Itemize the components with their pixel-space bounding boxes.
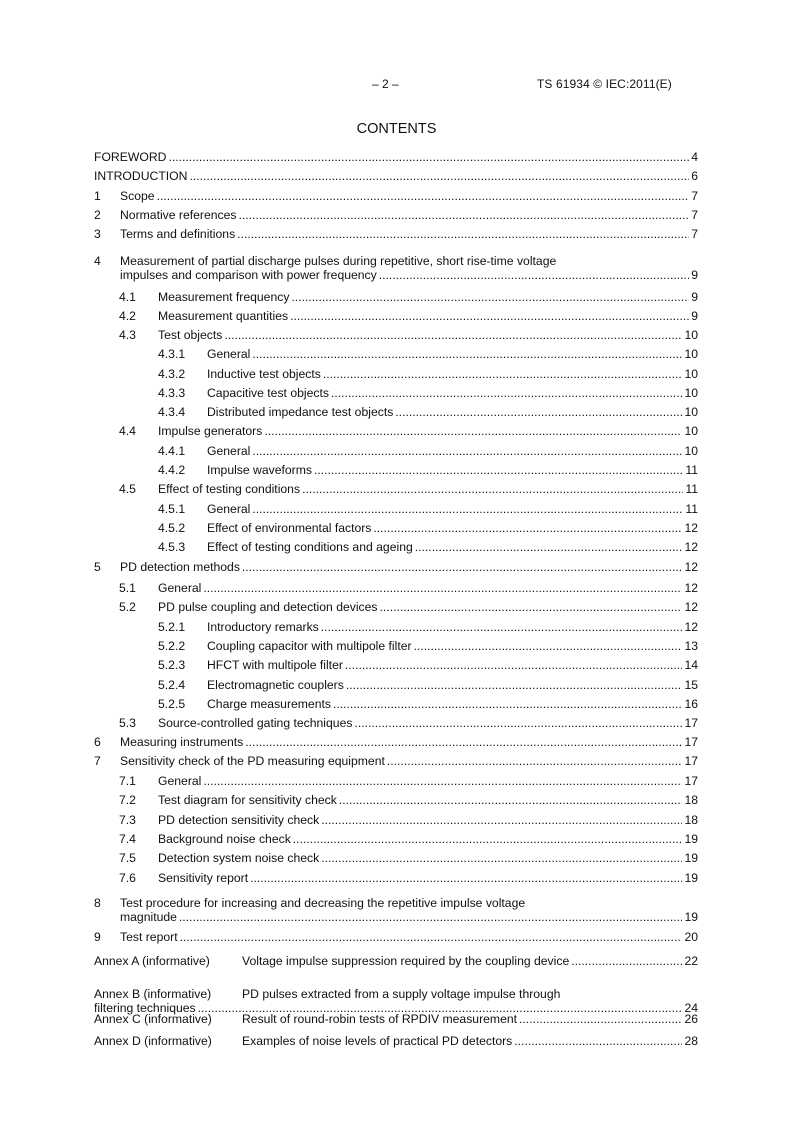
toc-leader-dots (321, 620, 683, 635)
toc-entry-front[interactable] (94, 169, 698, 184)
toc-entry-subclause[interactable] (94, 716, 698, 731)
toc-number: Annex B (informative) (94, 987, 212, 1001)
toc-page-number: 26 (684, 1012, 698, 1026)
toc-title: Charge measurements (207, 697, 331, 711)
toc-entry-subsubclause[interactable] (94, 521, 698, 536)
toc-entry-subclause[interactable] (94, 309, 698, 324)
toc-number: 5.3 (119, 716, 136, 730)
toc-number: 5.2.3 (158, 658, 186, 672)
toc-leader-dots (224, 328, 682, 343)
toc-page-number: 7 (691, 189, 698, 203)
toc-page-number: 16 (684, 697, 698, 711)
toc-number: 7.6 (119, 871, 136, 885)
toc-leader-dots (250, 871, 682, 886)
toc-number: 5.2.5 (158, 697, 186, 711)
toc-page-number: 12 (684, 600, 698, 614)
toc-page-number: 14 (684, 658, 698, 672)
toc-entry-subclause[interactable] (94, 581, 698, 596)
toc-page-number: 11 (685, 502, 698, 516)
toc-leader-dots (314, 463, 683, 478)
toc-page-number: 10 (684, 405, 698, 419)
toc-leader-dots (180, 930, 683, 945)
page-title: CONTENTS (356, 121, 437, 137)
toc-leader-dots (252, 502, 683, 517)
toc-title: Normative references (120, 208, 237, 222)
toc-leader-dots (387, 754, 683, 769)
toc-annex-label: Annex A (informative) (94, 954, 210, 968)
toc-number: 4.3.4 (158, 405, 186, 419)
toc-leader-dots (345, 658, 683, 673)
toc-entry-subclause[interactable] (94, 813, 698, 828)
toc-title: PD pulse coupling and detection devices (158, 600, 378, 614)
toc-title: General (207, 347, 251, 361)
toc-entry-subsubclause[interactable] (94, 444, 698, 459)
toc-page-number: 22 (684, 954, 698, 968)
toc-entry-clause[interactable] (94, 227, 698, 242)
toc-page-number: 18 (684, 793, 698, 807)
toc-entry-subsubclause[interactable] (94, 502, 698, 517)
toc-leader-dots (290, 309, 689, 324)
toc-number: 7.5 (119, 851, 136, 865)
toc-title: Test objects (158, 328, 223, 342)
toc-title: Background noise check (158, 832, 291, 846)
toc-entry-clause[interactable] (94, 896, 698, 924)
toc-entry-subclause[interactable] (94, 793, 698, 808)
toc-title: Terms and definitions (120, 227, 236, 241)
toc-page-number: 13 (684, 639, 698, 653)
toc-title: Detection system noise check (158, 851, 320, 865)
page-header-number: – 2 – (372, 77, 399, 91)
toc-title: Source-controlled gating techniques (158, 716, 353, 730)
toc-title: impulses and comparison with power frequency (120, 267, 377, 282)
toc-leader-dots (519, 1012, 682, 1027)
toc-number: 4.5.2 (158, 521, 186, 535)
toc-page-number: 11 (685, 482, 698, 496)
toc-leader-dots (373, 521, 682, 536)
toc-title: Impulse waveforms (207, 463, 312, 477)
toc-leader-dots (189, 169, 689, 184)
toc-title: Test report (120, 930, 178, 944)
toc-entry-subclause[interactable] (94, 600, 698, 615)
toc-leader-dots (239, 208, 690, 223)
toc-entry-subclause[interactable] (94, 871, 698, 886)
toc-leader-dots (321, 813, 682, 828)
toc-entry-subsubclause[interactable] (94, 678, 698, 693)
toc-title: General (207, 502, 251, 516)
toc-entry-subsubclause[interactable] (94, 386, 698, 401)
toc-number: 1 (94, 189, 101, 203)
toc-leader-dots (331, 386, 683, 401)
toc-number: 4.5.1 (158, 502, 186, 516)
toc-number: 7 (94, 754, 101, 768)
toc-entry-clause[interactable] (94, 189, 698, 204)
toc-leader-dots (323, 367, 683, 382)
toc-entry-subclause[interactable] (94, 851, 698, 866)
toc-entry-subsubclause[interactable] (94, 639, 698, 654)
toc-title: Test diagram for sensitivity check (158, 793, 337, 807)
toc-entry-clause[interactable] (94, 560, 698, 575)
toc-page-number: 4 (691, 150, 698, 164)
toc-number: 6 (94, 735, 101, 749)
toc-entry-front[interactable] (94, 150, 698, 165)
toc-entry-subsubclause[interactable] (94, 347, 698, 362)
toc-leader-dots (571, 954, 682, 969)
toc-entry-annex[interactable] (94, 954, 698, 969)
toc-entry-subclause[interactable] (94, 290, 698, 305)
toc-title: FOREWORD (94, 150, 167, 164)
toc-leader-dots (293, 832, 683, 847)
toc-page-number: 18 (684, 813, 698, 827)
toc-entry-clause[interactable] (94, 930, 698, 945)
toc-leader-dots (415, 540, 683, 555)
toc-leader-dots (157, 189, 690, 204)
toc-title: Inductive test objects (207, 367, 321, 381)
toc-title: Measurement quantities (158, 309, 289, 323)
toc-page-number: 19 (684, 832, 698, 846)
toc-leader-dots (245, 735, 682, 750)
toc-number: 7.4 (119, 832, 136, 846)
toc-number: 5.1 (119, 581, 136, 595)
toc-page-number: 10 (684, 328, 698, 342)
toc-number: 4.3 (119, 328, 136, 342)
toc-entry-subsubclause[interactable] (94, 405, 698, 420)
toc-page-number: 19 (684, 909, 698, 924)
toc-number: 5.2.1 (158, 620, 186, 634)
toc-page-number: 28 (684, 1034, 698, 1048)
toc-page-number: 10 (684, 424, 698, 438)
toc-page-number: 9 (691, 290, 698, 304)
toc-page-number: 12 (684, 560, 698, 574)
toc-leader-dots (380, 600, 683, 615)
toc-title: filtering techniques (94, 1000, 196, 1015)
toc-leader-dots (237, 227, 689, 242)
toc-entry-subsubclause[interactable] (94, 697, 698, 712)
toc-number: 4.3.2 (158, 367, 186, 381)
toc-leader-dots (179, 910, 683, 925)
toc-number: 4.5.3 (158, 540, 186, 554)
toc-page-number: 9 (691, 267, 698, 282)
toc-title: Electromagnetic couplers (207, 678, 344, 692)
toc-entry-clause[interactable] (94, 254, 698, 282)
toc-number: 7.2 (119, 793, 136, 807)
toc-leader-dots (339, 793, 683, 808)
toc-number: 4.3.3 (158, 386, 186, 400)
toc-leader-dots (379, 268, 689, 283)
toc-entry-annex[interactable] (94, 987, 698, 1015)
toc-leader-dots (252, 347, 682, 362)
toc-page-number: 17 (684, 754, 698, 768)
toc-entry-subclause[interactable] (94, 328, 698, 343)
toc-number: 4.3.1 (158, 347, 186, 361)
toc-title: Effect of testing conditions (158, 482, 301, 496)
toc-leader-dots (291, 290, 689, 305)
toc-number: 3 (94, 227, 101, 241)
toc-title: PD detection methods (120, 560, 240, 574)
toc-number: 9 (94, 930, 101, 944)
toc-page-number: 24 (684, 1000, 698, 1015)
toc-title: Effect of testing conditions and ageing (207, 540, 413, 554)
toc-leader-dots (264, 424, 682, 439)
toc-leader-dots (414, 639, 683, 654)
toc-title: Measurement frequency (158, 290, 290, 304)
toc-page-number: 19 (684, 851, 698, 865)
toc-title: General (207, 444, 251, 458)
toc-page-number: 10 (684, 347, 698, 361)
toc-annex-label: Annex C (informative) (94, 1012, 212, 1026)
toc-leader-dots (203, 774, 682, 789)
toc-title: Measuring instruments (120, 735, 244, 749)
toc-number: 4.2 (119, 309, 136, 323)
toc-page-number: 19 (684, 871, 698, 885)
toc-title-line1: Test procedure for increasing and decreasing the repetitive impulse voltage (120, 896, 526, 910)
toc-title: Result of round-robin tests of RPDIV measurement (242, 1012, 518, 1026)
toc-title-line1: Measurement of partial discharge pulses during repetitive, short rise-time voltage (120, 254, 557, 268)
toc-entry-subsubclause[interactable] (94, 620, 698, 635)
toc-number: 4.4.1 (158, 444, 186, 458)
toc-page-number: 12 (684, 620, 698, 634)
toc-leader-dots (168, 150, 689, 165)
toc-title: Impulse generators (158, 424, 263, 438)
toc-title: Introductory remarks (207, 620, 319, 634)
toc-number: 5.2.2 (158, 639, 186, 653)
toc-leader-dots (333, 697, 682, 712)
toc-entry-subclause[interactable] (94, 424, 698, 439)
toc-title: Sensitivity check of the PD measuring equipment (120, 754, 385, 768)
toc-title: magnitude (120, 909, 177, 924)
toc-entry-subclause[interactable] (94, 774, 698, 789)
toc-annex-label: Annex D (informative) (94, 1034, 212, 1048)
toc-title: Examples of noise levels of practical PD detectors (242, 1034, 513, 1048)
toc-page-number: 17 (684, 774, 698, 788)
toc-title: Scope (120, 189, 155, 203)
toc-page-number: 7 (691, 208, 698, 222)
toc-entry-annex[interactable] (94, 1012, 698, 1027)
toc-page-number: 10 (684, 444, 698, 458)
toc-entry-annex[interactable] (94, 1034, 698, 1049)
toc-title: General (158, 774, 202, 788)
toc-title: Coupling capacitor with multipole filter (207, 639, 412, 653)
toc-page-number: 9 (691, 309, 698, 323)
toc-leader-dots (354, 716, 682, 731)
toc-page-number: 7 (691, 227, 698, 241)
toc-page-number: 6 (691, 169, 698, 183)
toc-title: General (158, 581, 202, 595)
toc-number: 7.3 (119, 813, 136, 827)
toc-number: 4.4.2 (158, 463, 186, 477)
toc-number: 2 (94, 208, 101, 222)
toc-leader-dots (242, 560, 683, 575)
toc-leader-dots (252, 444, 682, 459)
toc-page-number: 10 (684, 367, 698, 381)
toc-leader-dots (203, 581, 682, 596)
toc-number: 5.2 (119, 600, 136, 614)
toc-title: Distributed impedance test objects (207, 405, 394, 419)
page-header-doc-ref: TS 61934 © IEC:2011(E) (537, 77, 672, 91)
toc-number: 5.2.4 (158, 678, 186, 692)
toc-title: Capacitive test objects (207, 386, 329, 400)
toc-entry-subsubclause[interactable] (94, 658, 698, 673)
toc-page-number: 17 (684, 716, 698, 730)
toc-number: 5 (94, 560, 101, 574)
toc-number: 4 (94, 254, 101, 268)
toc-entry-clause[interactable] (94, 735, 698, 750)
toc-page-number: 12 (684, 540, 698, 554)
toc-page-number: 20 (684, 930, 698, 944)
toc-entry-subsubclause[interactable] (94, 540, 698, 555)
toc-number: 4.5 (119, 482, 136, 496)
toc-title: HFCT with multipole filter (207, 658, 343, 672)
toc-page-number: 11 (685, 463, 698, 477)
toc-title-line1: PD pulses extracted from a supply voltage impulse through (242, 987, 561, 1001)
toc-number: 8 (94, 896, 101, 910)
toc-leader-dots (321, 851, 682, 866)
toc-title: INTRODUCTION (94, 169, 188, 183)
toc-entry-subclause[interactable] (94, 482, 698, 497)
toc-leader-dots (346, 678, 683, 693)
toc-page-number: 12 (684, 581, 698, 595)
toc-number: 4.4 (119, 424, 136, 438)
toc-title: Effect of environmental factors (207, 521, 372, 535)
toc-page-number: 15 (684, 678, 698, 692)
toc-page-number: 17 (684, 735, 698, 749)
toc-title: Sensitivity report (158, 871, 249, 885)
toc-number: 4.1 (119, 290, 136, 304)
toc-leader-dots (302, 482, 683, 497)
toc-leader-dots (395, 405, 682, 420)
toc-number: 7.1 (119, 774, 136, 788)
toc-page-number: 10 (684, 386, 698, 400)
toc-entry-subclause[interactable] (94, 832, 698, 847)
toc-leader-dots (514, 1034, 682, 1049)
toc-page-number: 12 (684, 521, 698, 535)
toc-title: PD detection sensitivity check (158, 813, 320, 827)
toc-entry-subsubclause[interactable] (94, 463, 698, 478)
toc-entry-subsubclause[interactable] (94, 367, 698, 382)
toc-entry-clause[interactable] (94, 208, 698, 223)
toc-entry-clause[interactable] (94, 754, 698, 769)
toc-title: Voltage impulse suppression required by the coupling device (242, 954, 570, 968)
